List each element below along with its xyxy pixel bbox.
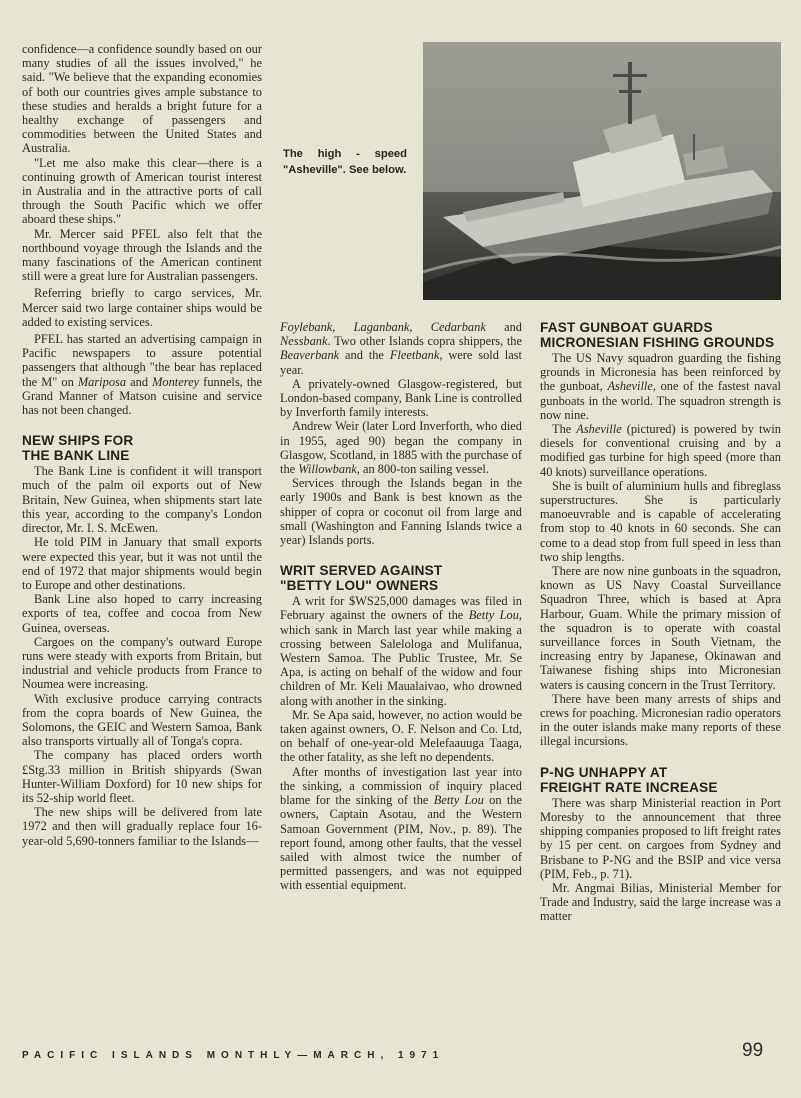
paragraph: Foylebank, Laganbank, Cedarbank and Nessbank. Two other Islands copra shippers, the Beaverbank and the Fleetbank, were sold last year. xyxy=(280,320,522,377)
ship-name: Nessbank xyxy=(280,334,328,349)
ship-name: Willowbank xyxy=(298,462,357,477)
headline-bank-line: NEW SHIPS FOR THE BANK LINE xyxy=(22,433,134,464)
ship-name: Mariposa xyxy=(77,374,127,389)
paragraph: There was sharp Ministerial reaction in Port Moresby to the announcement that three shipping companies proposed to lift freight rates by 15 per cent. on cargoes from Sydney and Brisbane to P-NG and the BSIP and vice versa (PIM, Feb., p. 71). xyxy=(540,795,781,881)
paragraph: The US Navy squadron guarding the fishing grounds in Micronesia has been reinforced by the gunboat, Asheville, one of the fastest naval gunboats in the world. The squadron strength is now nine. xyxy=(540,351,781,422)
paragraph: Mr. Angmai Bilias, Ministerial Member for Trade and Industry, said the large increase was a matter xyxy=(540,880,781,924)
photo-caption: The high - speed "Asheville". See below. xyxy=(283,148,407,176)
headline-png-freight: P-NG UNHAPPY AT FREIGHT RATE INCREASE xyxy=(540,764,718,795)
paragraph: The Bank Line is confident it will transport much of the palm oil exports out of New Britain, New Guinea, when shipments start late this year, according to the company's London director, Mr. I. S. McEwen. xyxy=(22,464,262,536)
ship-name: Monterey xyxy=(152,374,200,389)
paragraph: Bank Line also hoped to carry increasing exports of tea, coffee and cocoa from New Guinea, overseas. xyxy=(22,592,262,635)
paragraph: The Asheville (pictured) is powered by twin diesels for conventional cruising and by a modified gas turbine for high speed (more than 40 knots) surveillance operations. xyxy=(540,422,781,479)
paragraph: "Let me also make this clear—there is a continuing growth of American tourist interest in Australia and in the attractive ports of call through the South Pacific which we offer aboard these ships." xyxy=(22,155,262,227)
paragraph: PFEL has started an advertising campaign in Pacific newspapers to assure potential passengers that although "the bear has replaced the M" on Mariposa and Monterey funnels, the Grand Manner of Matson cuisine and service has not been changed. xyxy=(22,332,262,418)
paragraph: He told PIM in January that small exports were expected this year, but it was not until the end of 1972 that major shipments would begin to Europe and other destinations. xyxy=(22,535,262,592)
paragraph: She is built of aluminium hulls and fibreglass superstructures. She is particularly manoeuvrable and is capable of accelerating from stop to 40 knots in 60 seconds. She can come to a dead stop from full speed in less than two ship lengths. xyxy=(540,478,781,564)
column-2 xyxy=(280,320,522,893)
paragraph: With exclusive produce carrying contracts from the copra boards of New Guinea, the Solomons, the GEIC and Western Samoa, Bank also transports virtually all of Tonga's copra. xyxy=(22,691,262,749)
ship-illustration xyxy=(423,42,781,300)
ship-name: Betty Lou xyxy=(468,608,519,623)
paragraph: Andrew Weir (later Lord Inverforth, who died in 1955, aged 90) began the company in Glasgow, Scotland, in 1885 with the purchase of the Willowbank, an 800-ton sailing vessel. xyxy=(280,419,522,477)
paragraph: Referring briefly to cargo services, Mr. Mercer said two large container ships would be added to existing services. xyxy=(22,286,262,329)
running-footer: PACIFIC ISLANDS MONTHLY—MARCH, 1971 xyxy=(22,1050,445,1061)
paragraph: The new ships will be delivered from late 1972 and then will gradually replace four 16-year-old 5,690-tonners familiar to the Islands— xyxy=(22,805,262,848)
paragraph: Services through the Islands began in the early 1900s and Bank is best known as the shipper of copra or coconut oil from large and small (Washington and Fanning Islands twice a year) Islands ports. xyxy=(280,476,522,548)
ship-name: Beaverbank xyxy=(280,348,340,363)
paragraph: A writ for $WS25,000 damages was filed in February against the owners of the Betty Lou, which sank in March last year while making a crossing between Salelologa and Mulifanua, Western Samoa. The Public Trustee, Mr. Se Apa, is acting on behalf of the widow and four children of Mr. Keli Maualaivao, who drowned along with another in the sinking. xyxy=(280,594,522,708)
paragraph: confidence—a confidence soundly based on our many studies of all the issues involved," he said. "We believe that the expanding economies of both our countries gives ample substance to these studies and heralds a bright future for a healthy exchange of passengers and commodities between the United States and Australia. xyxy=(22,42,262,156)
ship-name: Betty Lou xyxy=(433,793,484,808)
headline-betty-lou: WRIT SERVED AGAINST "BETTY LOU" OWNERS xyxy=(280,563,443,594)
paragraph: Mr. Se Apa said, however, no action would be taken against owners, O. F. Nelson and Co. Ltd, on behalf of one-year-old Melefaauuga Taaga, the other fatality, as she left no dependents. xyxy=(280,707,522,765)
paragraph: There have been many arrests of ships and crews for poaching. Micronesian radio operators in the outer islands make many reports of these illegal incursions. xyxy=(540,691,781,749)
column-1 xyxy=(22,42,262,848)
headline-gunboat: FAST GUNBOAT GUARDS MICRONESIAN FISHING GROUNDS xyxy=(540,320,775,350)
paragraph: A privately-owned Glasgow-registered, but London-based company, Bank Line is controlled by Inverforth family interests. xyxy=(280,376,522,420)
ship-name: Fleetbank xyxy=(389,348,440,363)
paragraph: Mr. Mercer said PFEL also felt that the northbound voyage through the Islands and the many fascinations of the American continent still were a great lure for Australian passengers. xyxy=(22,226,262,284)
paragraph: Cargoes on the company's outward Europe runs were steady with exports from Britain, but industrial and vehicle products from France to Noumea were increasing. xyxy=(22,634,262,692)
gunboat-photo xyxy=(423,42,781,300)
column-3 xyxy=(540,320,781,924)
ship-names: Foylebank, Laganbank, Cedarbank xyxy=(280,320,486,334)
ship-name: Asheville xyxy=(576,422,622,437)
paragraph: After months of investigation last year into the sinking, a commission of inquiry placed blame for the sinking of the Betty Lou on the owners, Captain Asotau, and the Western Samoan Government (PIM, Nov., p. 89). The report found, among other faults, that the vessel sailed with almost twice the number of permitted passengers, and was not equipped with essential equipment. xyxy=(280,764,522,893)
page-number: 99 xyxy=(742,1040,764,1061)
ship-name: Asheville xyxy=(607,379,653,394)
paragraph: There are now nine gunboats in the squadron, known as US Navy Coastal Surveillance Squadron Three, which is based at Apra Harbour, Guam. While the primary mission of the squadron is to operate with coastal surveillance forces in South Vietnam, the increasing entry by Japanese, Okinawan and Taiwanese fishing ships into Micronesian waters is causing concern in the Trust Territory. xyxy=(540,564,781,692)
paragraph: The company has placed orders worth £Stg.33 million in British shipyards (Swan Hunter-William Doxford) for 10 new ships for its 52-ship world fleet. xyxy=(22,748,262,805)
